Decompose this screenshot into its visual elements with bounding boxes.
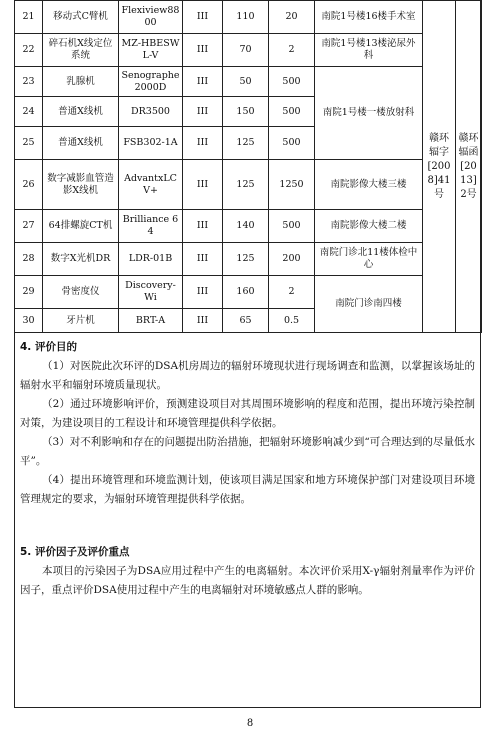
cell-class: III <box>183 243 223 276</box>
cell-name: 普通X线机 <box>43 97 119 127</box>
cell-name: 数字减影血管造影X线机 <box>43 160 119 210</box>
cell-ma: 200 <box>269 243 315 276</box>
cell-kv: 150 <box>223 97 269 127</box>
cell-class: III <box>183 210 223 243</box>
cell-no: 26 <box>15 160 43 210</box>
table-row <box>15 243 482 276</box>
cell-no: 29 <box>15 276 43 309</box>
table-row <box>15 160 482 210</box>
equipment-table <box>14 0 482 333</box>
cell-class: III <box>183 1 223 34</box>
cell-class: III <box>183 276 223 309</box>
cell-kv: 50 <box>223 67 269 97</box>
cell-no: 28 <box>15 243 43 276</box>
table-row <box>15 276 482 309</box>
cell-name: 64排螺旋CT机 <box>43 210 119 243</box>
cell-name: 碎石机X线定位系统 <box>43 34 119 67</box>
cell-name: 牙片机 <box>43 309 119 333</box>
paragraph: （3）对不利影响和存在的问题提出防治措施，把辐射环境影响减少到“可合理达到的尽量低水平”。 <box>20 436 475 467</box>
section-heading: 5. 评价因子及评价重点 <box>20 546 130 558</box>
cell-name: 乳腺机 <box>43 67 119 97</box>
cell-ma: 500 <box>269 67 315 97</box>
cell-place: 南院门诊北11楼体检中心 <box>315 243 423 276</box>
cell-no: 22 <box>15 34 43 67</box>
cell-place: 南院影像大楼三楼 <box>315 160 423 210</box>
cell-model: Brilliance 64 <box>119 210 183 243</box>
section-heading: 4. 评价目的 <box>20 341 77 353</box>
cell-model: LDR-01B <box>119 243 183 276</box>
cell-ma: 500 <box>269 210 315 243</box>
cell-name: 骨密度仪 <box>43 276 119 309</box>
paragraph: （4）提出环境管理和环境监测计划，使该项目满足国家和地方环境保护部门对建设项目环境管理规定的要求，为辐射环境管理提供科学依据。 <box>20 474 475 505</box>
paragraph: （1）对医院此次环评的DSA机房周边的辐射环境现状进行现场调查和监测，以掌握该场址的辐射水平和辐射环境质量现状。 <box>20 360 475 391</box>
cell-license-doc: 赣环辐函[2013]2号 <box>456 1 482 333</box>
cell-no: 21 <box>15 1 43 34</box>
cell-ma: 500 <box>269 127 315 160</box>
paragraph: （2）通过环境影响评价，预测建设项目对其周围环境影响的程度和范围，提出环境污染控制对策，为建设项目的工程设计和环境管理提供科学依据。 <box>20 398 475 429</box>
cell-name: 移动式C臂机 <box>43 1 119 34</box>
cell-class: III <box>183 67 223 97</box>
cell-class: III <box>183 127 223 160</box>
cell-model: AdvantxLCV+ <box>119 160 183 210</box>
cell-name: 普通X线机 <box>43 127 119 160</box>
table-row <box>15 67 482 97</box>
cell-approval-doc: 赣环辐字[2008]41号 <box>423 1 456 333</box>
cell-place: 南院影像大楼二楼 <box>315 210 423 243</box>
cell-model: Discovery-Wi <box>119 276 183 309</box>
cell-kv: 65 <box>223 309 269 333</box>
paragraph: 本项目的污染因子为DSA应用过程中产生的电离辐射。本次评价采用X-γ辐射剂量率作为评价因子，重点评价DSA使用过程中产生的电离辐射对环境敏感点人群的影响。 <box>20 565 475 596</box>
cell-model: MZ-HBESWL-V <box>119 34 183 67</box>
cell-ma: 2 <box>269 34 315 67</box>
cell-place: 南院1号楼一楼放射科 <box>315 67 423 160</box>
table-row <box>15 34 482 67</box>
cell-class: III <box>183 309 223 333</box>
cell-no: 23 <box>15 67 43 97</box>
cell-place: 南院1号楼16楼手术室 <box>315 1 423 34</box>
cell-class: III <box>183 97 223 127</box>
cell-ma: 2 <box>269 276 315 309</box>
cell-kv: 140 <box>223 210 269 243</box>
cell-kv: 110 <box>223 1 269 34</box>
cell-ma: 1250 <box>269 160 315 210</box>
cell-class: III <box>183 160 223 210</box>
cell-ma: 20 <box>269 1 315 34</box>
cell-ma: 0.5 <box>269 309 315 333</box>
cell-kv: 70 <box>223 34 269 67</box>
cell-place: 南院1号楼13楼泌尿外科 <box>315 34 423 67</box>
table-row <box>15 1 482 34</box>
cell-no: 27 <box>15 210 43 243</box>
cell-kv: 160 <box>223 276 269 309</box>
cell-kv: 125 <box>223 127 269 160</box>
cell-name: 数字X光机DR <box>43 243 119 276</box>
cell-no: 24 <box>15 97 43 127</box>
cell-no: 25 <box>15 127 43 160</box>
cell-no: 30 <box>15 309 43 333</box>
table-row <box>15 210 482 243</box>
cell-model: Flexiview8800 <box>119 1 183 34</box>
cell-model: DR3500 <box>119 97 183 127</box>
cell-model: BRT-A <box>119 309 183 333</box>
cell-place: 南院门诊南四楼 <box>315 276 423 333</box>
cell-kv: 125 <box>223 160 269 210</box>
cell-kv: 125 <box>223 243 269 276</box>
section-evaluation-factors <box>14 543 481 600</box>
cell-model: Senographe 2000D <box>119 67 183 97</box>
page-number: 8 <box>246 718 254 729</box>
cell-ma: 500 <box>269 97 315 127</box>
cell-class: III <box>183 34 223 67</box>
cell-model: FSB302-1A <box>119 127 183 160</box>
section-evaluation-purpose <box>14 338 481 509</box>
